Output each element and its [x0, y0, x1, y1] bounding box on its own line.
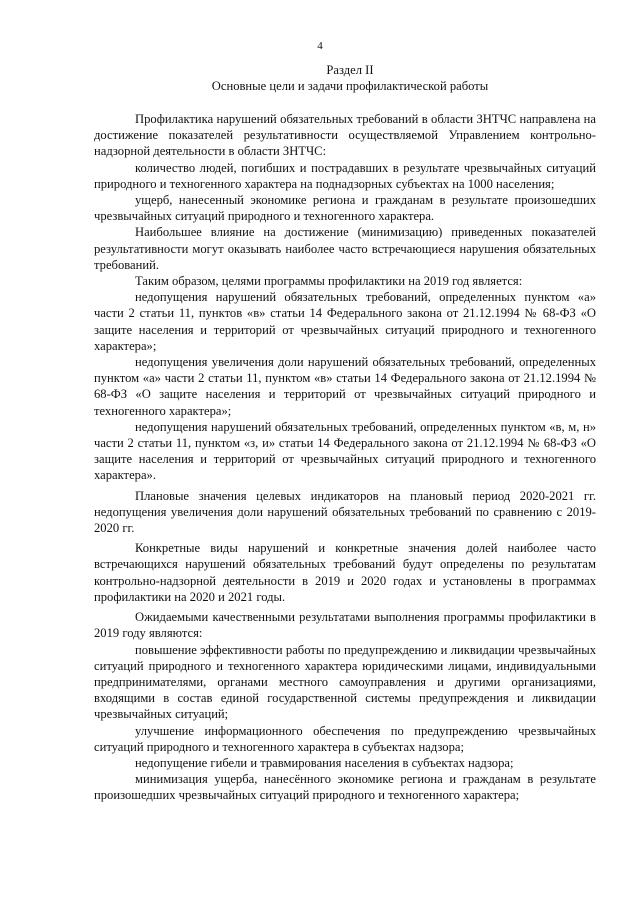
paragraph-goal-2: недопущения увеличения доли нарушений обязательных требований, определенных пунктом «а» части 2 статьи 11, пунктом «в» статьи 14 Федерального закона от 21.12.1994 № 68-ФЗ «О защите населения и территорий от чрезвычайных ситуаций природного и техногенного характера»; [94, 355, 596, 418]
section-subtitle: Основные цели и задачи профилактической работы [211, 79, 489, 93]
paragraph-expected-results: Ожидаемыми качественными результатами выполнения программы профилактики в 2019 году являются: [94, 610, 596, 641]
paragraph-indicator-casualties: количество людей, погибших и пострадавших в результате чрезвычайных ситуаций природного и техногенного характера на поднадзорных субъектах на 1000 населения; [94, 160, 596, 191]
paragraph-goal-3: недопущения нарушений обязательных требований, определенных пунктом «в, м, н» части 2 статьи 11, пунктом «з, и» статьи 14 Федерального закона от 21.12.1994 № 68-ФЗ «О защите населения и территорий от чрезвычайных ситуаций природного и техногенного характера». [94, 419, 596, 483]
paragraph-result-1: повышение эффективности работы по предупреждению и ликвидации чрезвычайных ситуаций природного и техногенного характера юридическими лицами, индивидуальными предпринимателями, органами местного самоуправления и другими организациями, входящими в состав единой государственной системы предупреждения и ликвидации чрезвычайных ситуаций; [94, 642, 596, 722]
section-title: Раздел II [326, 63, 374, 77]
paragraph-indicator-damage: ущерб, нанесенный экономике региона и гражданам в результате произошедших чрезвычайных ситуаций природного и техногенного характера. [94, 193, 596, 224]
paragraph-result-4: минимизация ущерба, нанесённого экономике региона и гражданам в результате произошедших чрезвычайных ситуаций природного и техногенного характера; [94, 772, 596, 803]
paragraph-planned-values: Плановые значения целевых индикаторов на плановый период 2020-2021 гг. недопущения увеличения доли нарушений обязательных требований по сравнению с 2019-2020 гг. [94, 488, 596, 536]
paragraph-result-2: улучшение информационного обеспечения по предупреждению чрезвычайных ситуаций природного и техногенного характера в субъектах надзора; [94, 723, 596, 754]
page-number: 4 [317, 40, 323, 52]
document-body [94, 111, 596, 804]
paragraph-result-3: недопущение гибели и травмирования населения в субъектах надзора; [135, 755, 514, 770]
paragraph-specific-violations: Конкретные виды нарушений и конкретные значения долей наиболее часто встречающихся нарушений обязательных требований будут определены по результатам контрольно-надзорной деятельности в 2019 и 2020 годах и установлены в программах профилактики на 2020 и 2021 годы. [94, 541, 596, 604]
paragraph-goal-1: недопущения нарушений обязательных требований, определенных пунктом «а» части 2 статьи 11, пунктов «в» статьи 14 Федерального закона от 21.12.1994 № 68-ФЗ «О защите населения и территорий от чрезвычайных ситуаций природного и техногенного характера»; [94, 290, 596, 353]
paragraph-goals-intro: Таким образом, целями программы профилактики на 2019 год является: [135, 274, 523, 289]
paragraph-intro: Профилактика нарушений обязательных требований в области ЗНТЧС направлена на достижение показателей результативности осуществляемой Управлением контрольно-надзорной деятельности в области ЗНТЧС: [94, 112, 596, 159]
paragraph-influence: Наибольшее влияние на достижение (минимизацию) приведенных показателей результативности могут оказывать наиболее часто встречающиеся нарушения обязательных требований. [94, 225, 596, 272]
